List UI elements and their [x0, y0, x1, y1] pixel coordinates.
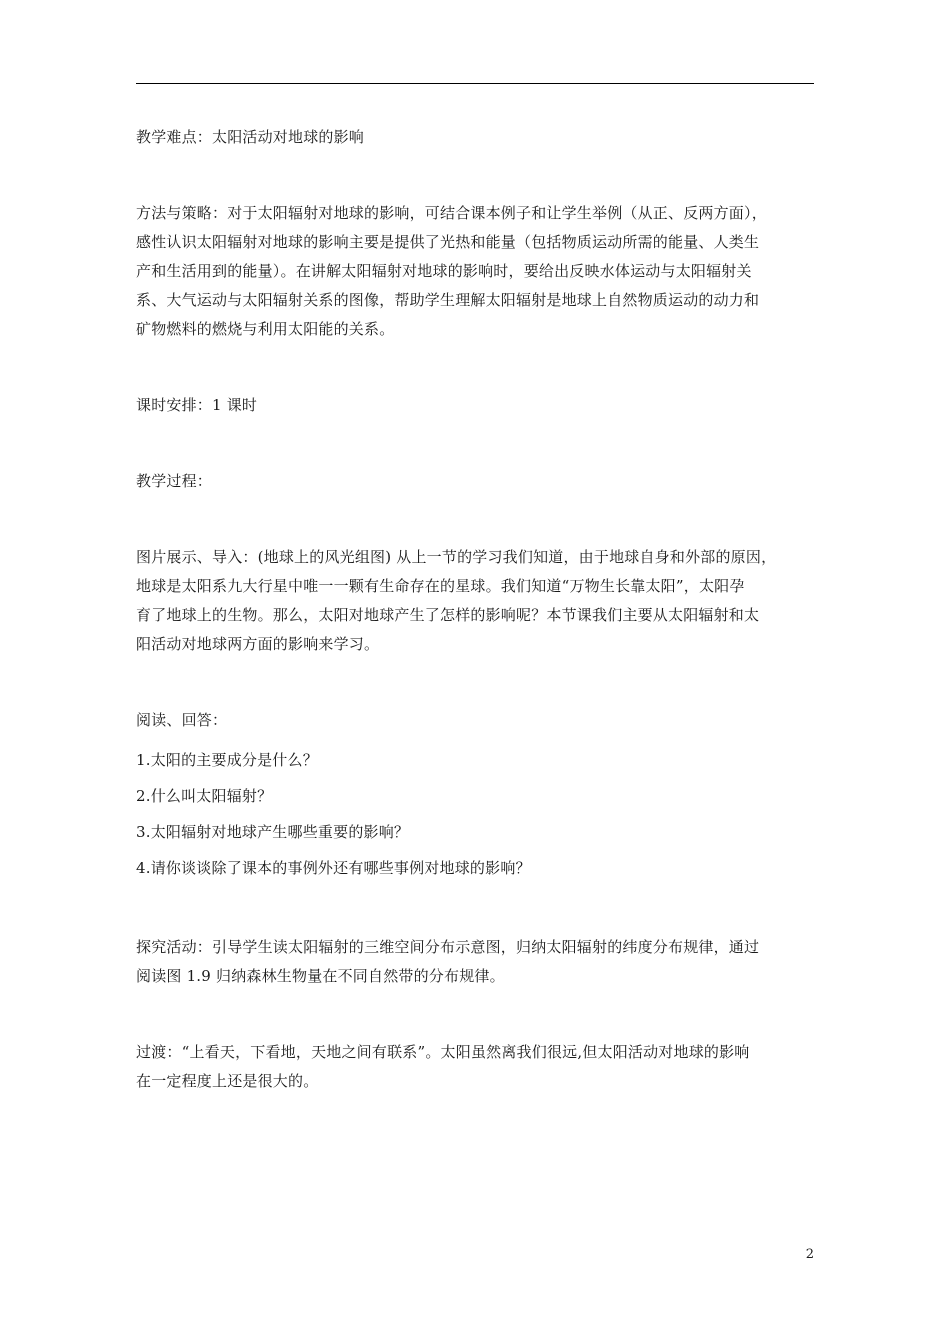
teaching-difficulty: 教学难点：太阳活动对地球的影响 [136, 128, 365, 146]
intro-line: 地球是太阳系九大行星中唯一一颗有生命存在的星球。我们知道“万物生长靠太阳”，太阳孕 [136, 577, 745, 595]
reading-heading: 阅读、回答： [136, 711, 228, 729]
document-body [136, 123, 814, 1096]
process-heading: 教学过程： [136, 472, 213, 490]
transition-line: 在一定程度上还是很大的。 [136, 1072, 319, 1090]
reading-question: 3.太阳辐射对地球产生哪些重要的影响？ [136, 823, 410, 841]
header-rule [136, 83, 814, 84]
method-line: 矿物燃料的燃烧与利用太阳能的关系。 [136, 320, 395, 338]
method-line: 系、大气运动与太阳辐射关系的图像，帮助学生理解太阳辐射是地球上自然物质运动的动力和 [136, 291, 760, 309]
intro-line: 阳活动对地球两方面的影响来学习。 [136, 635, 380, 653]
method-paragraph [136, 199, 814, 344]
intro-line: 图片展示、导入：(地球上的风光组图) 从上一节的学习我们知道，由于地球自身和外部的原因， [136, 548, 777, 566]
transition-line: 过渡：“上看天，下看地，天地之间有联系”。太阳虽然离我们很远,但太阳活动对地球的影响 [136, 1043, 750, 1061]
activity-line: 探究活动：引导学生读太阳辐射的三维空间分布示意图，归纳太阳辐射的纬度分布规律，通过 [136, 938, 760, 956]
intro-line: 育了地球上的生物。那么，太阳对地球产生了怎样的影响呢？本节课我们主要从太阳辐射和太 [136, 606, 760, 624]
reading-question: 2.什么叫太阳辐射？ [136, 787, 273, 805]
intro-paragraph [136, 543, 814, 659]
reading-question: 4.请你谈谈除了课本的事例外还有哪些事例对地球的影响？ [136, 859, 531, 877]
reading-question: 1.太阳的主要成分是什么？ [136, 751, 318, 769]
reading-section [136, 706, 814, 886]
transition-paragraph [136, 1038, 814, 1096]
method-line: 感性认识太阳辐射对地球的影响主要是提供了光热和能量（包括物质运动所需的能量、人类生 [136, 233, 760, 251]
method-line: 产和生活用到的能量）。在讲解太阳辐射对地球的影响时，要给出反映水体运动与太阳辐射关 [136, 262, 752, 280]
method-line: 方法与策略：对于太阳辐射对地球的影响，可结合课本例子和让学生举例（从正、反两方面）， [136, 204, 767, 222]
page-number: 2 [805, 1247, 814, 1262]
class-schedule: 课时安排：1 课时 [136, 396, 258, 414]
activity-paragraph [136, 933, 814, 991]
activity-line: 阅读图 1.9 归纳森林生物量在不同自然带的分布规律。 [136, 967, 505, 985]
